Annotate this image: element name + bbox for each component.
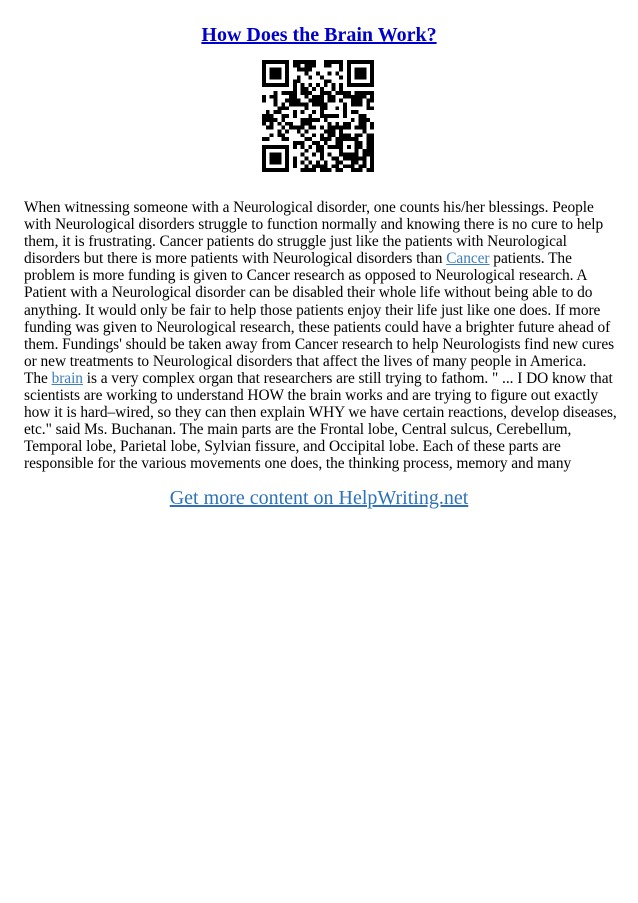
cta-line: [0, 485, 638, 511]
helpwriting-link[interactable]: Get more content on HelpWriting.net: [169, 487, 469, 509]
paragraph-2-text-b: is a very complex organ that researchers are still trying to fathom. " ... I DO know that scientists are working to understand HOW the brain works and are trying to figure out exactly how it is hard–wired, so they can then explain WHY we have certain reactions, develop diseases, etc." said Ms. Buchanan. The main parts are the Frontal lobe, Central sulcus, Cerebellum, Temporal lobe, Parietal lobe, Sylvian fissure, and Occipital lobe. Each of these parts are responsible for the various movements one does, the thinking process, memory and many: [24, 369, 617, 473]
cancer-link[interactable]: Cancer: [446, 250, 490, 268]
paragraph-1: [24, 199, 620, 370]
page-title: [0, 22, 638, 48]
paragraph-1-text-b: patients. The problem is more funding is given to Cancer research as opposed to Neurological research. A Patient with a Neurological disorder can be disabled their whole life without being able to do anything. It would only be fair to help those patients enjoy their life just like one does. If more funding was given to Neurological research, these patients could have a brighter future ahead of them. Fundings' should be taken away from Cancer research to help Neurologists find new cures or new treatments to Neurological disorders that affect the lives of many people in America.: [24, 250, 615, 370]
paragraph-1-text-a: When witnessing someone with a Neurological disorder, one counts his/her blessings. People with Neurological disorders struggle to function normally and knowing there is no cure to help them, it is frustrating. Cancer patients do struggle just like the patients with Neurological disorders but there is more patients with Neurological disorders than: [24, 199, 604, 268]
article-body: [24, 199, 620, 473]
qr-code-icon: [262, 60, 374, 172]
paragraph-2: [24, 370, 620, 473]
brain-link[interactable]: brain: [51, 369, 83, 387]
title-link[interactable]: How Does the Brain Work?: [201, 24, 437, 46]
paragraph-2-text-a: The: [24, 369, 52, 387]
